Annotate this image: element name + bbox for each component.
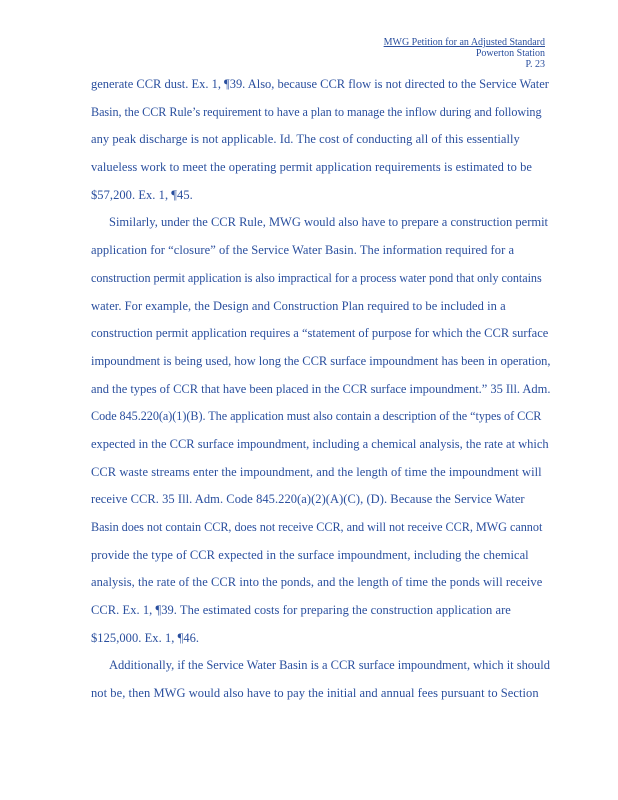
text-line: $125,000. Ex. 1, ¶46. bbox=[91, 630, 200, 645]
text-line: generate CCR dust. Ex. 1, ¶39. Also, because CCR flow is not directed to the Service Water bbox=[91, 77, 549, 91]
text-line: provide the type of CCR expected in the surface impoundment, including the chemical bbox=[91, 547, 529, 562]
text-line: $57,200. Ex. 1, ¶45. bbox=[91, 187, 193, 202]
text-line: application for “closure” of the Service Water Basin. The information required for a bbox=[91, 243, 515, 258]
text-line: receive CCR. 35 Ill. Adm. Code 845.220(a)(2)(A)(C), (D). Because the Service Water bbox=[91, 492, 525, 507]
text-line: Basin, the CCR Rule’s requirement to have a plan to manage the inflow during and following bbox=[91, 104, 542, 119]
text-line: not be, then MWG would also have to pay the initial and annual fees pursuant to Section bbox=[91, 686, 539, 701]
text-line: valueless work to meet the operating permit application requirements is estimated to be bbox=[91, 160, 533, 175]
page-header bbox=[384, 37, 545, 70]
text-line: Basin does not contain CCR, does not receive CCR, and will not receive CCR, MWG cannot bbox=[91, 520, 543, 534]
text-line: any peak discharge is not applicable. Id. The cost of conducting all of this essentially bbox=[91, 132, 520, 147]
text-line: Similarly, under the CCR Rule, MWG would also have to prepare a construction permit bbox=[109, 215, 549, 230]
header-title: MWG Petition for an Adjusted Standard bbox=[383, 37, 545, 48]
text-line: CCR. Ex. 1, ¶39. The estimated costs for preparing the construction application are bbox=[91, 603, 511, 618]
text-line: impoundment is being used, how long the CCR surface impoundment has been in operation, bbox=[91, 353, 551, 368]
text-line: CCR waste streams enter the impoundment, and the length of time the impoundment will bbox=[91, 464, 542, 479]
text-line: water. For example, the Design and Construction Plan required to be included in a bbox=[91, 298, 506, 313]
header-station: Powerton Station bbox=[475, 48, 545, 59]
header-page-number: P. 23 bbox=[525, 59, 545, 70]
text-line: Additionally, if the Service Water Basin is a CCR surface impoundment, which it should bbox=[109, 658, 550, 673]
text-line: expected in the CCR surface impoundment, including a chemical analysis, the rate at which bbox=[91, 436, 549, 451]
text-line: and the types of CCR that have been placed in the CCR surface impoundment.” 35 Ill. Adm. bbox=[91, 381, 551, 396]
text-line: construction permit application requires a “statement of purpose for which the CCR surface bbox=[91, 326, 549, 341]
text-line: analysis, the rate of the CCR into the ponds, and the length of time the ponds will receive bbox=[91, 575, 543, 590]
text-line: Code 845.220(a)(1)(B). The application must also contain a description of the “types of CCR bbox=[91, 409, 542, 424]
body-text bbox=[91, 71, 551, 708]
text-line: construction permit application is also impractical for a process water pond that only contains bbox=[91, 270, 542, 285]
